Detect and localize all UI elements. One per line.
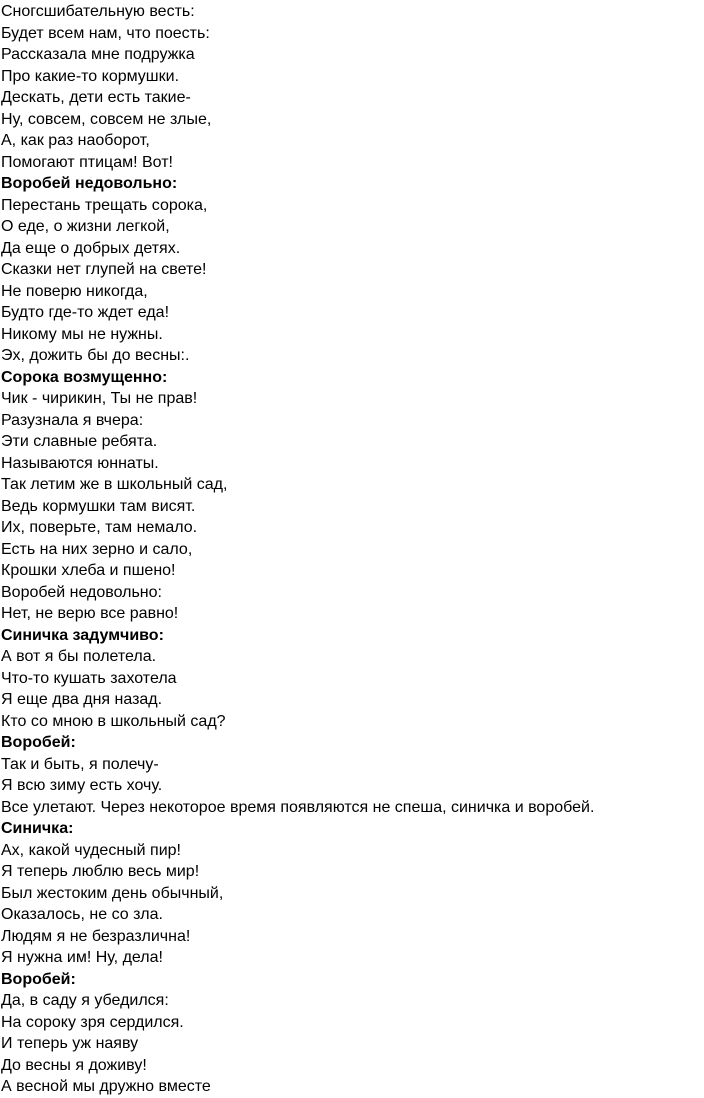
text-line: Про какие-то кормушки.: [1, 67, 180, 85]
text-line: Кто со мною в школьный сад?: [1, 712, 226, 730]
text-line: Эх, дожить бы до весны:.: [1, 347, 190, 364]
text-line: А вот я бы полетела.: [1, 648, 157, 665]
text-line: Их, поверьте, там немало.: [1, 519, 198, 536]
text-line: Будто где-то ждет еда!: [1, 304, 170, 321]
text-line: Называются юннаты.: [1, 454, 159, 472]
text-line: Эти славные ребята.: [1, 433, 158, 450]
text-line: Ведь кормушки там висят.: [1, 497, 196, 515]
text-line: Никому мы не нужны.: [1, 325, 163, 343]
text-line: Я еще два дня назад.: [1, 691, 163, 708]
text-line: Так и быть, я полечу-: [1, 755, 159, 773]
text-line: Я всю зиму есть хочу.: [1, 777, 163, 794]
text-line: Сказки нет глупей на свете!: [1, 261, 207, 278]
text-line: Я теперь люблю весь мир!: [1, 863, 200, 880]
speaker-label: Воробей:: [1, 970, 76, 988]
text-line: Оказалось, не со зла.: [1, 906, 163, 923]
text-line: Есть на них зерно и сало,: [1, 540, 193, 558]
text-line: Что-то кушать захотела: [1, 669, 177, 687]
text-line: До весны я доживу!: [1, 1056, 147, 1074]
text-line: А весной мы дружно вместе: [1, 1078, 211, 1095]
text-line: Разузнала я вчера:: [1, 411, 144, 429]
text-line: Сногсшибательную весть:: [1, 3, 195, 20]
text-line: На сороку зря сердился.: [1, 1013, 184, 1031]
text-line: Был жестоким день обычный,: [1, 884, 224, 902]
text-line: Рассказала мне подружка: [1, 46, 195, 63]
text-line: Помогают птицам! Вот!: [1, 153, 173, 171]
text-line: Чик - чирикин, Ты не прав!: [1, 390, 198, 407]
text-line: Да, в саду я убедился:: [1, 992, 169, 1009]
speaker-label: Воробей:: [1, 734, 76, 751]
text-line: Ах, какой чудесный пир!: [1, 841, 181, 859]
speaker-label: Воробей недовольно:: [1, 175, 178, 192]
speaker-label: Сорока возмущенно:: [1, 368, 168, 386]
text-line: И теперь уж наяву: [1, 1035, 139, 1052]
text-line: Перестань трещать сорока,: [1, 196, 208, 214]
text-line: Людям я не безразлична!: [1, 927, 191, 945]
text-line: Воробей недовольно:: [1, 583, 162, 601]
text-line: Не поверю никогда,: [1, 282, 148, 300]
text-line: Крошки хлеба и пшено!: [1, 562, 176, 579]
text-line: А, как раз наоборот,: [1, 132, 150, 149]
text-line: О еде, о жизни легкой,: [1, 218, 170, 235]
text-line: Нет, не верю все равно!: [1, 605, 179, 622]
text-line: Ну, совсем, совсем не злые,: [1, 110, 212, 128]
text-line: Будет всем нам, что поесть:: [1, 24, 210, 42]
text-line: Дескать, дети есть такие-: [1, 89, 191, 106]
text-line: Да еще о добрых детях.: [1, 239, 181, 257]
speaker-label: Синичка задумчиво:: [1, 626, 164, 644]
text-line: Я нужна им! Ну, дела!: [1, 949, 163, 966]
text-line: Все улетают. Через некоторое время появляются не спеша, синичка и воробей.: [1, 798, 595, 816]
speaker-label: Синичка:: [1, 820, 74, 837]
text-line: Так летим же в школьный сад,: [1, 476, 228, 493]
